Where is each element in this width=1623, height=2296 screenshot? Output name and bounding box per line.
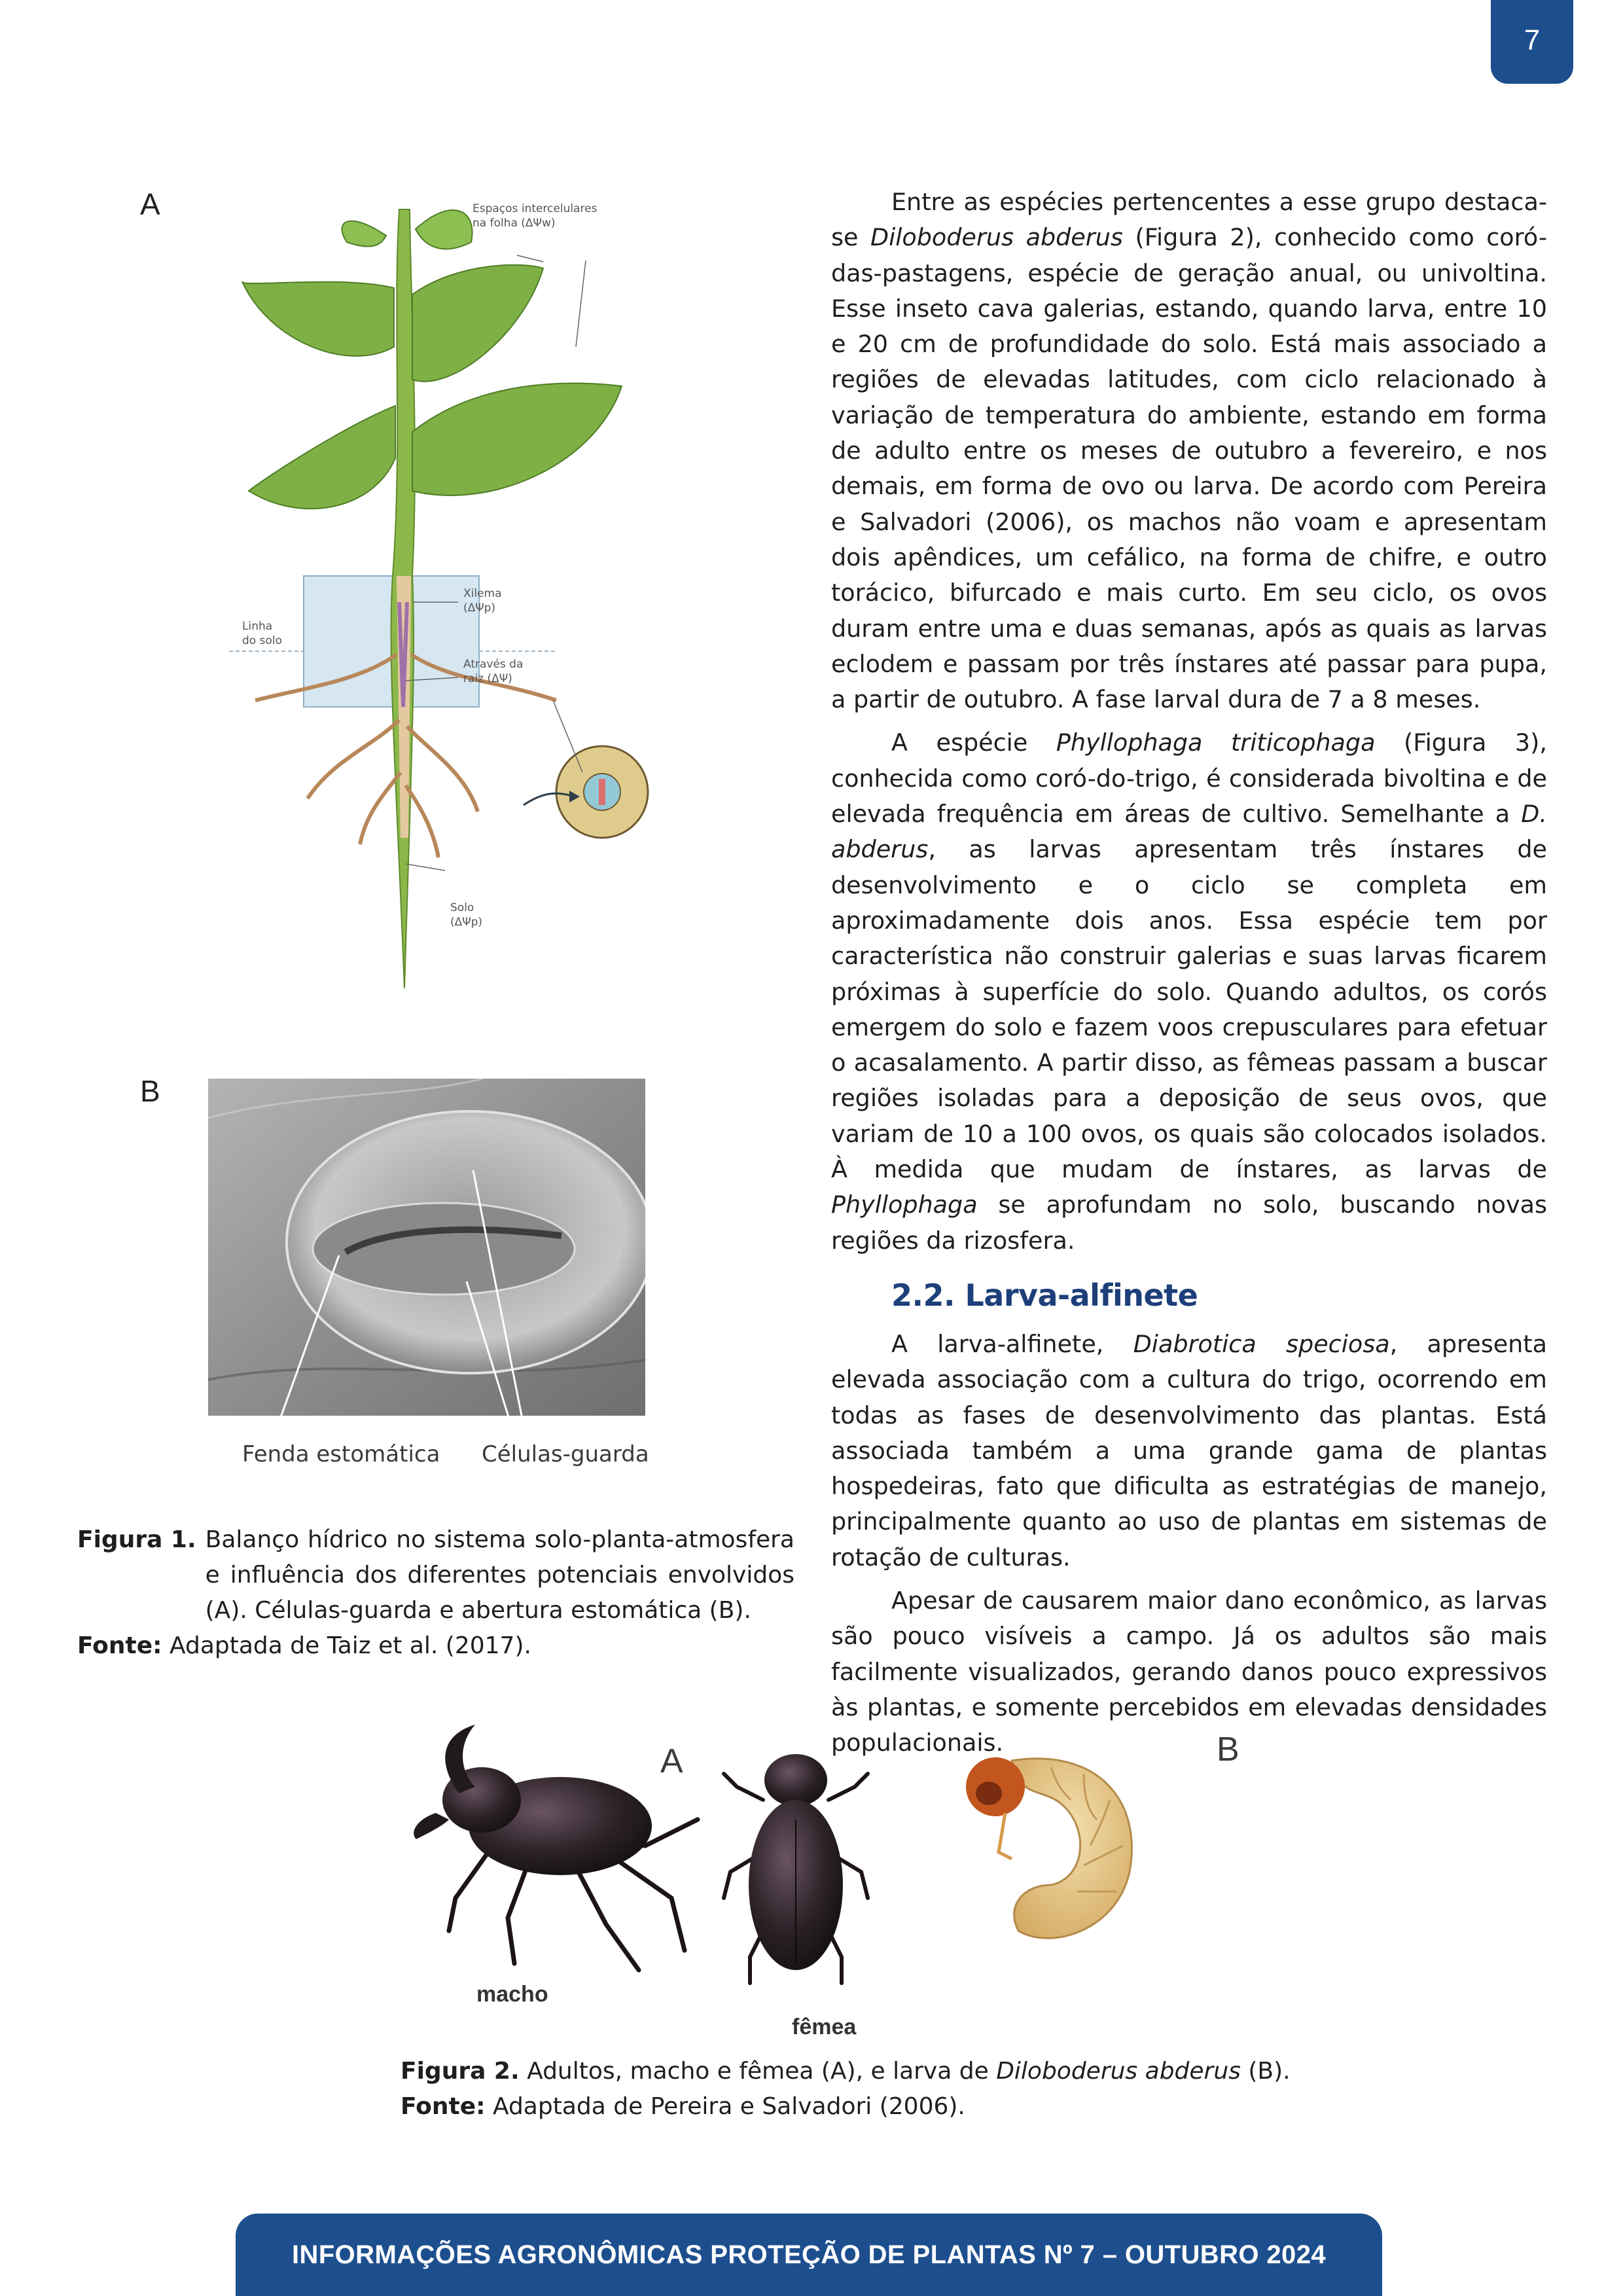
leaf	[242, 281, 394, 356]
larva	[966, 1757, 1132, 1938]
leaf	[412, 265, 543, 382]
figure2-caption-label: Figura 2.	[401, 2058, 520, 2085]
label-macho: macho	[476, 1982, 548, 2007]
figure1-caption-label: Figura 1.	[77, 1526, 196, 1553]
label-espacos-2: na folha (ΔΨw)	[473, 217, 556, 230]
figure2-label-b: B	[1217, 1731, 1240, 1768]
figure1-source-text: Adaptada de Taiz et al. (2017).	[169, 1632, 531, 1659]
figure1-source-label: Fonte:	[77, 1632, 162, 1659]
label-linha-2: do solo	[242, 634, 282, 647]
paragraph-phyllophaga: A espécie Phyllophaga triticophaga (Figura 3), conhecida como coró-do-trigo, é considerada bivoltina e de elevada frequência em áreas de cultivo. Semelhante a D. abderus, as larvas apresentam três ínstares de desenvolvimento e o ciclo se completa em aproximadamente dois anos. Essa espécie tem por característica não construir galerias e suas larvas ficarem próximas à superfície do solo. Quando adultos, os corós emergem do solo e fazem voos crepusculares para efetuar o acasalamento. A partir disso, as fêmeas passam a buscar regiões isoladas para a deposição de seus ovos, que variam de 10 a 100 ovos, os quais são colocados isolados. À medida que mudam de ínstares, as larvas de Phyllophaga se aprofundam no solo, buscando novas regiões da rizosfera.	[831, 728, 1547, 1255]
footer-publication-bar: INFORMAÇÕES AGRONÔMICAS PROTEÇÃO DE PLANTAS Nº 7 – OUTUBRO 2024	[236, 2214, 1382, 2296]
label-femea: fêmea	[792, 2015, 857, 2039]
plant-water-balance-illustration	[216, 183, 674, 988]
leaf	[412, 383, 622, 495]
page-number: 7	[1491, 0, 1573, 84]
figure2-label-a: A	[660, 1742, 683, 1780]
label-solo-1: Solo	[450, 901, 474, 914]
label-xilema-2: (ΔΨp)	[463, 601, 496, 615]
label-xilema-1: Xilema	[463, 587, 502, 600]
figure1-caption	[77, 1522, 794, 1664]
stomata-micrograph	[208, 1079, 645, 1426]
section-heading-larva-alfinete: 2.2. Larva-alfinete	[891, 1277, 1198, 1313]
sem-label-celulas: Células-guarda	[482, 1441, 649, 1467]
figure1-label-a: A	[140, 187, 160, 221]
sem-label-fenda: Fenda estomática	[242, 1441, 440, 1467]
body-text-column	[831, 185, 1547, 1761]
label-atraves-2: raiz (ΔΨ)	[463, 672, 512, 685]
leaf	[249, 406, 395, 509]
label-espacos-1: Espaços intercelulares	[473, 202, 597, 215]
figure2-source-label: Fonte:	[401, 2093, 486, 2120]
paragraph-diabrotica: A larva-alfinete, Diabrotica speciosa, apresenta elevada associação com a cultura do trigo, ocorrendo em todas as fases de desenvolvimento das plantas. Está associada também a uma grande gama de plantas hospedeiras, fato que dificulta as estratégias de manejo, principalmente quanto ao uso de plantas em sistemas de rotação de culturas.	[831, 1329, 1547, 1571]
label-solo-2: (ΔΨp)	[450, 916, 483, 929]
paragraph-danos: Apesar de causarem maior dano econômico, as larvas são pouco visíveis a campo. Já os adultos são mais facilmente visualizados, gerando danos pouco expressivos às plantas, e somente percebidos em elevadas densidades populacionais.	[831, 1586, 1547, 1757]
figure1-caption-text: Balanço hídrico no sistema solo-planta-atmosfera e influência dos diferentes potenciais envolvidos (A). Células-guarda e abertura estomática (B).	[205, 1526, 794, 1624]
female-beetle	[724, 1754, 868, 1983]
paragraph-diloboderus: Entre as espécies pertencentes a esse grupo destaca-se Diloboderus abderus (Figura 2), conhecido como coró-das-pastagens, espécie de geração anual, ou univoltina. Esse inseto cava galerias, estando, quando larva, entre 10 e 20 cm de profundidade do solo. Está mais associado a regiões de elevadas latitudes, com ciclo relacionado à variação de temperatura do ambiente, estando em forma de adulto entre os meses de outubro a fevereiro, e nos demais, em forma de ovo ou larva. De acordo com Pereira e Salvadori (2006), os machos não voam e apresentam dois apêndices, um cefálico, na forma de chifre, e outro torácico, bifurcado e mais curto. Em seu ciclo, os ovos duram entre uma e duas semanas, após as quais as larvas eclodem e passam por três ínstares até passar para pupa, a partir de outubro. A fase larval dura de 7 a 8 meses.	[831, 188, 1548, 714]
diloboderus-adults-and-larva	[397, 1721, 1247, 2042]
male-beetle	[414, 1725, 698, 1970]
figure1-label-b: B	[140, 1074, 160, 1108]
label-linha-1: Linha	[242, 620, 273, 633]
figure2-caption: Figura 2. Adultos, macho e fêmea (A), e larva de Diloboderus abderus (B). Fonte: Adaptada de Pereira e Salvadori (2006).	[401, 2058, 1291, 2120]
label-atraves-1: Através da	[463, 658, 524, 671]
